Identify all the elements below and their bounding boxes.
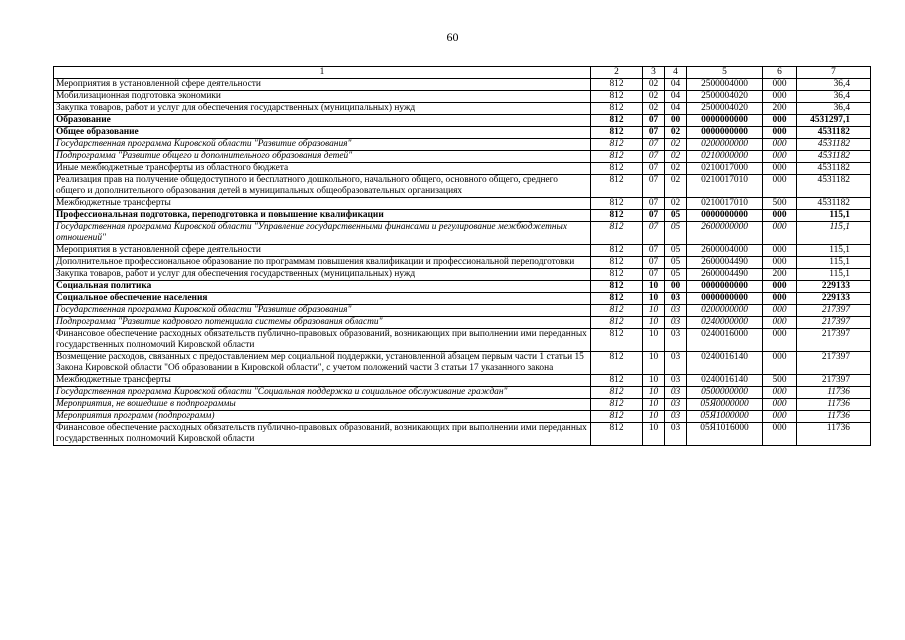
target-article: 2600000000	[687, 222, 763, 245]
table-row	[54, 198, 871, 210]
table-row	[54, 399, 871, 411]
expense-type: 000	[763, 210, 797, 222]
expense-type: 000	[763, 175, 797, 198]
row-description: Финансовое обеспечение расходных обязательств публично-правовых образований, возникающих при выполнении ими переданных государственных полномочий Кировской области	[54, 329, 591, 352]
expense-type: 000	[763, 79, 797, 91]
row-description: Государственная программа Кировской области "Развитие образования"	[54, 139, 591, 151]
subsection-code: 05	[665, 222, 687, 245]
subsection-code: 02	[665, 175, 687, 198]
header-cell: 5	[687, 67, 763, 79]
expense-type: 000	[763, 127, 797, 139]
admin-code: 812	[591, 210, 643, 222]
subsection-code: 03	[665, 423, 687, 446]
amount: 217397	[797, 317, 871, 329]
row-description: Мероприятия в установленной сфере деятельности	[54, 245, 591, 257]
section-code: 10	[643, 387, 665, 399]
table-row	[54, 305, 871, 317]
admin-code: 812	[591, 269, 643, 281]
expense-type: 000	[763, 352, 797, 375]
amount: 36,4	[797, 79, 871, 91]
amount: 217397	[797, 329, 871, 352]
target-article: 0210017000	[687, 163, 763, 175]
header-cell: 4	[665, 67, 687, 79]
table-row	[54, 151, 871, 163]
table-row	[54, 411, 871, 423]
target-article: 0240016140	[687, 375, 763, 387]
admin-code: 812	[591, 305, 643, 317]
section-code: 10	[643, 305, 665, 317]
section-code: 07	[643, 151, 665, 163]
subsection-code: 04	[665, 79, 687, 91]
row-description: Образование	[54, 115, 591, 127]
target-article: 05Я1016000	[687, 423, 763, 446]
subsection-code: 02	[665, 127, 687, 139]
amount: 217397	[797, 352, 871, 375]
row-description: Иные межбюджетные трансферты из областного бюджета	[54, 163, 591, 175]
subsection-code: 00	[665, 115, 687, 127]
expense-type: 000	[763, 281, 797, 293]
subsection-code: 05	[665, 210, 687, 222]
table-row	[54, 257, 871, 269]
page-number: 60	[446, 30, 459, 44]
row-description: Общее образование	[54, 127, 591, 139]
section-code: 07	[643, 139, 665, 151]
section-code: 07	[643, 269, 665, 281]
section-code: 07	[643, 245, 665, 257]
expense-type: 000	[763, 399, 797, 411]
target-article: 0210017010	[687, 198, 763, 210]
row-description: Мероприятия в установленной сфере деятельности	[54, 79, 591, 91]
subsection-code: 05	[665, 257, 687, 269]
table-row	[54, 127, 871, 139]
amount: 4531182	[797, 139, 871, 151]
section-code: 02	[643, 103, 665, 115]
row-description: Закупка товаров, работ и услуг для обеспечения государственных (муниципальных) нужд	[54, 103, 591, 115]
subsection-code: 02	[665, 139, 687, 151]
admin-code: 812	[591, 151, 643, 163]
amount: 4531182	[797, 127, 871, 139]
row-description: Мобилизационная подготовка экономики	[54, 91, 591, 103]
subsection-code: 04	[665, 103, 687, 115]
target-article: 0210017010	[687, 175, 763, 198]
admin-code: 812	[591, 317, 643, 329]
amount: 36,4	[797, 91, 871, 103]
budget-table	[53, 66, 871, 446]
target-article: 0500000000	[687, 387, 763, 399]
amount: 4531297,1	[797, 115, 871, 127]
section-code: 07	[643, 115, 665, 127]
table-row	[54, 375, 871, 387]
target-article: 2500004020	[687, 103, 763, 115]
table-row	[54, 317, 871, 329]
admin-code: 812	[591, 257, 643, 269]
admin-code: 812	[591, 127, 643, 139]
row-description: Мероприятия, не вошедшие в подпрограммы	[54, 399, 591, 411]
target-article: 0240016000	[687, 329, 763, 352]
admin-code: 812	[591, 375, 643, 387]
admin-code: 812	[591, 411, 643, 423]
admin-code: 812	[591, 293, 643, 305]
expense-type: 000	[763, 91, 797, 103]
admin-code: 812	[591, 103, 643, 115]
section-code: 07	[643, 222, 665, 245]
section-code: 10	[643, 399, 665, 411]
expense-type: 000	[763, 411, 797, 423]
amount: 217397	[797, 375, 871, 387]
table-row	[54, 293, 871, 305]
table-row	[54, 163, 871, 175]
row-description: Возмещение расходов, связанных с предоставлением мер социальной поддержки, установленной абзацем первым части 1 статьи 15 Закона Кировской области "Об образовании в Кировской области", с учетом положений части 3 статьи 17 указанного закона	[54, 352, 591, 375]
target-article: 05Я1000000	[687, 411, 763, 423]
header-cell: 2	[591, 67, 643, 79]
admin-code: 812	[591, 222, 643, 245]
row-description: Социальная политика	[54, 281, 591, 293]
amount: 4531182	[797, 175, 871, 198]
section-code: 10	[643, 423, 665, 446]
expense-type: 000	[763, 151, 797, 163]
expense-type: 000	[763, 245, 797, 257]
table-row	[54, 245, 871, 257]
subsection-code: 02	[665, 151, 687, 163]
section-code: 10	[643, 411, 665, 423]
admin-code: 812	[591, 387, 643, 399]
admin-code: 812	[591, 245, 643, 257]
table-row	[54, 352, 871, 375]
subsection-code: 03	[665, 317, 687, 329]
subsection-code: 02	[665, 198, 687, 210]
subsection-code: 03	[665, 387, 687, 399]
amount: 11736	[797, 411, 871, 423]
subsection-code: 03	[665, 305, 687, 317]
section-code: 07	[643, 257, 665, 269]
target-article: 2500004020	[687, 91, 763, 103]
subsection-code: 05	[665, 269, 687, 281]
amount: 4531182	[797, 198, 871, 210]
expense-type: 000	[763, 387, 797, 399]
expense-type: 000	[763, 305, 797, 317]
row-description: Мероприятия программ (подпрограмм)	[54, 411, 591, 423]
target-article: 0000000000	[687, 210, 763, 222]
table-row	[54, 175, 871, 198]
amount: 115,1	[797, 245, 871, 257]
amount: 115,1	[797, 222, 871, 245]
table-row	[54, 269, 871, 281]
admin-code: 812	[591, 329, 643, 352]
target-article: 2600004000	[687, 245, 763, 257]
table-row	[54, 281, 871, 293]
expense-type: 200	[763, 269, 797, 281]
section-code: 10	[643, 375, 665, 387]
expense-type: 200	[763, 103, 797, 115]
section-code: 07	[643, 175, 665, 198]
admin-code: 812	[591, 139, 643, 151]
table-row	[54, 210, 871, 222]
target-article: 2500004000	[687, 79, 763, 91]
subsection-code: 03	[665, 352, 687, 375]
admin-code: 812	[591, 198, 643, 210]
expense-type: 000	[763, 139, 797, 151]
row-description: Финансовое обеспечение расходных обязательств публично-правовых образований, возникающих при выполнении ими переданных государственных полномочий Кировской области	[54, 423, 591, 446]
admin-code: 812	[591, 352, 643, 375]
header-cell: 3	[643, 67, 665, 79]
header-cell: 7	[797, 67, 871, 79]
table-row	[54, 423, 871, 446]
target-article: 0000000000	[687, 127, 763, 139]
target-article: 0000000000	[687, 293, 763, 305]
row-description: Подпрограмма "Развитие кадрового потенциала системы образования области"	[54, 317, 591, 329]
subsection-code: 03	[665, 293, 687, 305]
header-cell: 1	[54, 67, 591, 79]
budget-table-body	[54, 67, 871, 446]
table-row	[54, 79, 871, 91]
expense-type: 000	[763, 423, 797, 446]
row-description: Государственная программа Кировской области "Развитие образования"	[54, 305, 591, 317]
target-article: 0200000000	[687, 139, 763, 151]
section-code: 02	[643, 91, 665, 103]
admin-code: 812	[591, 399, 643, 411]
table-row	[54, 222, 871, 245]
row-description: Социальное обеспечение населения	[54, 293, 591, 305]
section-code: 10	[643, 329, 665, 352]
row-description: Государственная программа Кировской области "Социальная поддержка и социальное обслуживание граждан"	[54, 387, 591, 399]
target-article: 0000000000	[687, 281, 763, 293]
amount: 4531182	[797, 163, 871, 175]
amount: 36,4	[797, 103, 871, 115]
amount: 115,1	[797, 257, 871, 269]
section-code: 10	[643, 317, 665, 329]
amount: 115,1	[797, 210, 871, 222]
row-description: Дополнительное профессиональное образование по программам повышения квалификации и профессиональной переподготовки	[54, 257, 591, 269]
subsection-code: 03	[665, 375, 687, 387]
amount: 229133	[797, 281, 871, 293]
subsection-code: 02	[665, 163, 687, 175]
target-article: 2600004490	[687, 269, 763, 281]
amount: 11736	[797, 423, 871, 446]
table-row	[54, 139, 871, 151]
row-description: Закупка товаров, работ и услуг для обеспечения государственных (муниципальных) нужд	[54, 269, 591, 281]
table-row	[54, 329, 871, 352]
target-article: 0200000000	[687, 305, 763, 317]
table-row	[54, 91, 871, 103]
target-article: 0000000000	[687, 115, 763, 127]
expense-type: 500	[763, 375, 797, 387]
target-article: 0240016140	[687, 352, 763, 375]
section-code: 10	[643, 293, 665, 305]
expense-type: 000	[763, 329, 797, 352]
row-description: Государственная программа Кировской области "Управление государственными финансами и регулирование межбюджетных отношений"	[54, 222, 591, 245]
row-description: Профессиональная подготовка, переподготовка и повышение квалификации	[54, 210, 591, 222]
subsection-code: 03	[665, 329, 687, 352]
section-code: 07	[643, 198, 665, 210]
amount: 115,1	[797, 269, 871, 281]
target-article: 05Я0000000	[687, 399, 763, 411]
header-cell: 6	[763, 67, 797, 79]
amount: 229133	[797, 293, 871, 305]
section-code: 10	[643, 281, 665, 293]
section-code: 07	[643, 163, 665, 175]
admin-code: 812	[591, 79, 643, 91]
target-article: 0210000000	[687, 151, 763, 163]
target-article: 0240000000	[687, 317, 763, 329]
admin-code: 812	[591, 423, 643, 446]
subsection-code: 05	[665, 245, 687, 257]
row-description: Межбюджетные трансферты	[54, 198, 591, 210]
amount: 4531182	[797, 151, 871, 163]
section-code: 10	[643, 352, 665, 375]
row-description: Подпрограмма "Развитие общего и дополнительного образования детей"	[54, 151, 591, 163]
table-header-row	[54, 67, 871, 79]
table-row	[54, 115, 871, 127]
section-code: 07	[643, 210, 665, 222]
expense-type: 000	[763, 317, 797, 329]
expense-type: 000	[763, 163, 797, 175]
subsection-code: 00	[665, 281, 687, 293]
table-row	[54, 103, 871, 115]
admin-code: 812	[591, 91, 643, 103]
amount: 217397	[797, 305, 871, 317]
row-description: Реализация прав на получение общедоступного и бесплатного дошкольного, начального общего, основного общего, среднего общего и дополнительного образования детей в муниципальных общеобразовательных организациях	[54, 175, 591, 198]
expense-type: 000	[763, 115, 797, 127]
admin-code: 812	[591, 175, 643, 198]
expense-type: 000	[763, 293, 797, 305]
subsection-code: 03	[665, 399, 687, 411]
admin-code: 812	[591, 163, 643, 175]
admin-code: 812	[591, 281, 643, 293]
section-code: 02	[643, 79, 665, 91]
expense-type: 000	[763, 222, 797, 245]
subsection-code: 03	[665, 411, 687, 423]
target-article: 2600004490	[687, 257, 763, 269]
expense-type: 500	[763, 198, 797, 210]
admin-code: 812	[591, 115, 643, 127]
amount: 11736	[797, 387, 871, 399]
section-code: 07	[643, 127, 665, 139]
subsection-code: 04	[665, 91, 687, 103]
table-row	[54, 387, 871, 399]
expense-type: 000	[763, 257, 797, 269]
amount: 11736	[797, 399, 871, 411]
row-description: Межбюджетные трансферты	[54, 375, 591, 387]
